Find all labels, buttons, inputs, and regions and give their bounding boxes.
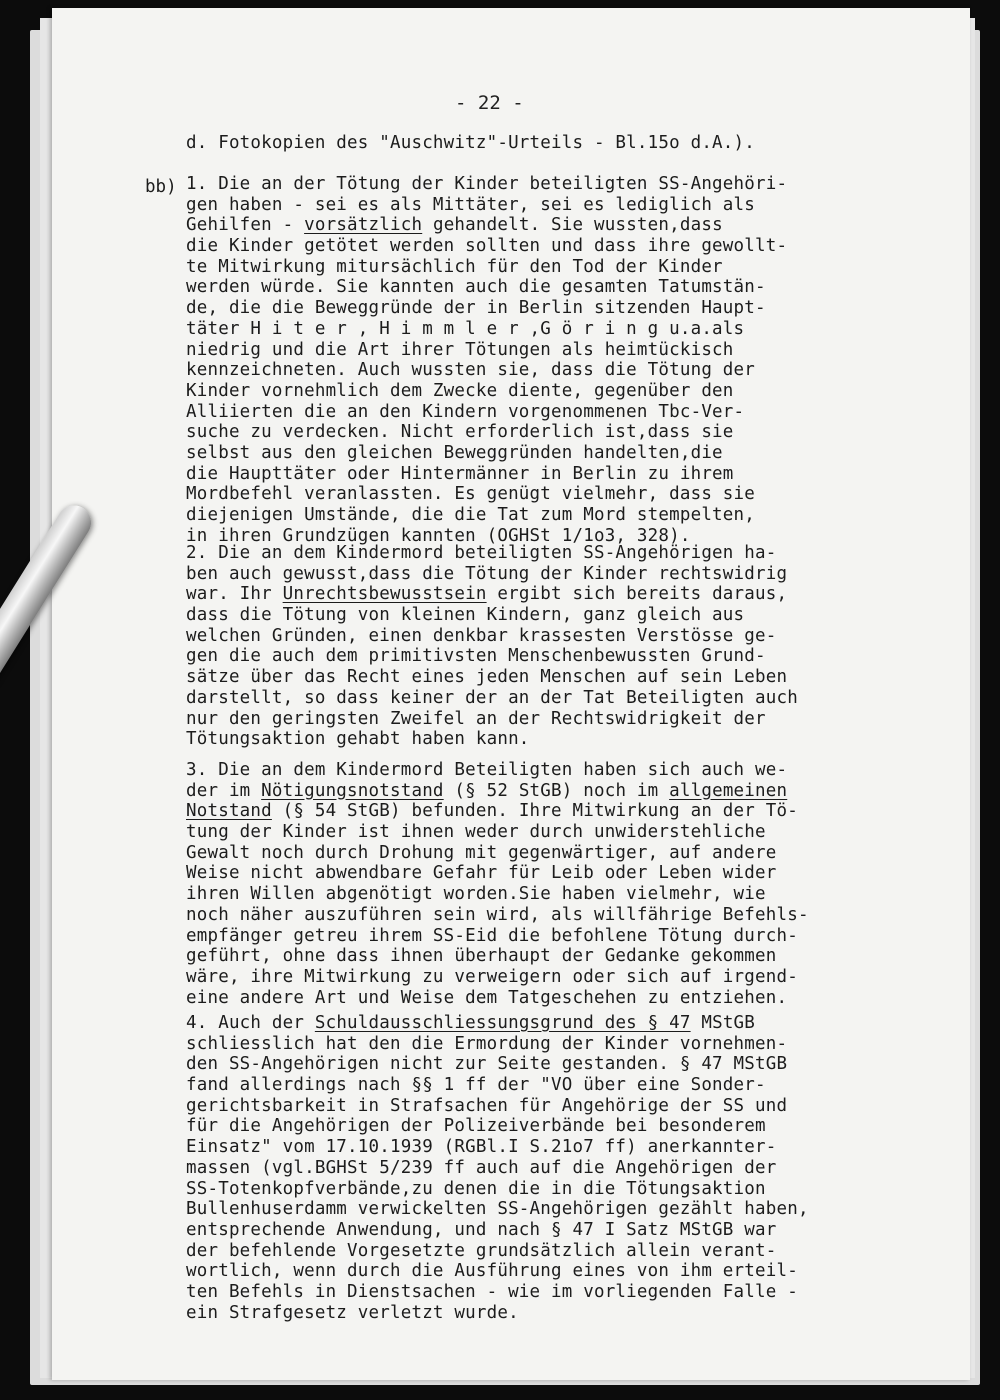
text-segment: MStGB xyxy=(690,1013,756,1033)
text-segment: Gehilfen - xyxy=(186,215,305,236)
text-line xyxy=(186,781,876,802)
text-line: empfänger getreu ihrem SS-Eid die befohlene Tötung durch- xyxy=(186,925,798,946)
page-number: - 22 - xyxy=(455,92,524,114)
text-line: wäre, ihre Mitwirkung zu verweigern oder sich auf irgend- xyxy=(186,966,798,987)
underlined-term: allgemeinen xyxy=(669,780,788,801)
text-line: de, die die Beweggründe der in Berlin sitzenden Haupt- xyxy=(186,298,766,319)
text-line: ihren Willen abgenötigt worden.Sie haben vielmehr, wie xyxy=(186,884,766,905)
text-line: niedrig und die Art ihrer Tötungen als heimtückisch xyxy=(186,339,734,360)
text-line: sätze über das Recht eines jeden Menschen auf sein Leben xyxy=(186,667,788,688)
item-d xyxy=(186,133,876,154)
underlined-term: vorsätzlich xyxy=(304,215,423,236)
text-line: täter H i t e r , H i m m l e r ,G ö r i n g u.a.als xyxy=(186,318,745,339)
text-segment: ergibt sich bereits daraus, xyxy=(486,584,788,605)
underlined-term: Nötigungsnotstand xyxy=(261,780,444,801)
item-d-line: d. Fotokopien des "Auschwitz"-Urteils - Bl.15o d.A.). xyxy=(186,133,756,153)
text-line: die Haupttäter oder Hintermänner in Berlin zu ihrem xyxy=(186,463,734,484)
text-line: werden würde. Sie kannten auch die gesamten Tatumstän- xyxy=(186,277,766,298)
underlined-term: Unrechtsbewusstsein xyxy=(282,584,487,605)
text-line: darstellt, so dass keiner der an der Tat Beteiligten auch xyxy=(186,687,798,708)
text-segment: 4. Auch der xyxy=(186,1013,315,1033)
text-line: Gewalt noch durch Drohung mit gegenwärtiger, auf andere xyxy=(186,842,777,863)
text-line: nur den geringsten Zweifel an der Rechtswidrigkeit der xyxy=(186,708,766,729)
text-line: diejenigen Umstände, die die Tat zum Mord stempelten, xyxy=(186,505,756,525)
text-line: für die Angehörigen der Polizeiverbände bei besonderem xyxy=(186,1116,766,1137)
text-line: dass die Tötung von kleinen Kindern, ganz gleich aus xyxy=(186,605,745,626)
underlined-term: Notstand xyxy=(186,801,272,822)
text-line: in ihren Grundzügen kannten (OGHSt 1/1o3, 328). xyxy=(186,525,691,546)
text-line: geführt, ohne dass ihnen überhaupt der Gedanke gekommen xyxy=(186,946,777,967)
text-line: die Kinder getötet werden sollten und dass ihre gewollt- xyxy=(186,236,788,257)
text-line: entsprechende Anwendung, und nach § 47 I Satz MStGB war xyxy=(186,1219,777,1240)
text-line: gen die auch dem primitivsten Menschenbewussten Grund- xyxy=(186,646,766,667)
text-line: gerichtsbarkeit in Strafsachen für Angehörige der SS und xyxy=(186,1095,788,1116)
text-line: gen haben - sei es als Mittäter, sei es lediglich als xyxy=(186,194,756,215)
text-segment: gehandelt. Sie wussten,dass xyxy=(422,215,723,236)
text-line: 2. Die an dem Kindermord beteiligten SS-Angehörigen ha- xyxy=(186,543,777,563)
text-line: massen (vgl.BGHSt 5/239 ff auch auf die Angehörigen der xyxy=(186,1157,777,1178)
text-line: ben auch gewusst,dass die Tötung der Kinder rechtswidrig xyxy=(186,563,788,584)
text-line: 1. Die an der Tötung der Kinder beteiligten SS-Angehöri- xyxy=(186,174,788,194)
paragraph-2 xyxy=(186,543,876,750)
text-line: suche zu verdecken. Nicht erforderlich ist,dass sie xyxy=(186,422,734,443)
underlined-term: Schuldausschliessungsgrund des § 47 xyxy=(314,1013,691,1033)
text-segment: (§ 52 StGB) noch im xyxy=(443,780,670,801)
text-line: 3. Die an dem Kindermord Beteiligten haben sich auch we- xyxy=(186,760,788,780)
text-line: Mordbefehl veranlassten. Es genügt vielmehr, dass sie xyxy=(186,484,756,505)
text-segment: der im xyxy=(186,780,262,801)
text-line: Weise nicht abwendbare Gefahr für Leib oder Leben wider xyxy=(186,863,777,884)
text-line: der befehlende Vorgesetzte grundsätzlich allein verant- xyxy=(186,1240,777,1261)
text-line: Tötungsaktion gehabt haben kann. xyxy=(186,729,530,750)
text-line: te Mitwirkung mitursächlich für den Tod der Kinder xyxy=(186,256,723,277)
text-line: ten Befehls in Dienstsachen - wie im vorliegenden Falle - xyxy=(186,1281,798,1302)
text-segment: war. Ihr xyxy=(186,584,283,605)
text-line xyxy=(186,215,876,236)
text-line: fand allerdings nach §§ 1 ff der "VO über eine Sonder- xyxy=(186,1075,766,1096)
text-line xyxy=(186,801,876,822)
text-line: SS-Totenkopfverbände,zu denen die in die Tötungsaktion xyxy=(186,1178,766,1199)
text-line: selbst aus den gleichen Beweggründen handelten,die xyxy=(186,442,723,463)
paragraph-4 xyxy=(186,1013,876,1323)
text-line: Kinder vornehmlich dem Zwecke diente, gegenüber den xyxy=(186,380,734,401)
text-line: Bullenhuserdamm verwickelten SS-Angehörigen gezählt haben, xyxy=(186,1199,809,1220)
paragraph-3 xyxy=(186,760,876,1008)
text-line: eine andere Art und Weise dem Tatgeschehen zu entziehen. xyxy=(186,987,788,1008)
paragraph-1 xyxy=(186,174,876,546)
text-line: welchen Gründen, einen denkbar krassesten Verstösse ge- xyxy=(186,625,777,646)
text-line: schliesslich hat den die Ermordung der Kinder vornehmen- xyxy=(186,1033,788,1054)
text-line: tung der Kinder ist ihnen weder durch unwiderstehliche xyxy=(186,822,766,843)
text-line: den SS-Angehörigen nicht zur Seite gestanden. § 47 MStGB xyxy=(186,1054,788,1075)
text-line xyxy=(186,1013,876,1034)
text-line: ein Strafgesetz verletzt wurde. xyxy=(186,1302,519,1323)
text-line: kennzeichneten. Auch wussten sie, dass die Tötung der xyxy=(186,360,756,381)
text-line: Einsatz" vom 17.10.1939 (RGBl.I S.21o7 ff) anerkannter- xyxy=(186,1137,777,1158)
text-line: wortlich, wenn durch die Ausführung eines von ihm erteil- xyxy=(186,1261,798,1282)
text-line: noch näher auszuführen sein wird, als willfährige Befehls- xyxy=(186,904,809,925)
text-segment: (§ 54 StGB) befunden. Ihre Mitwirkung an der Tö- xyxy=(271,801,798,822)
text-line xyxy=(186,584,876,605)
section-marker: bb) xyxy=(145,177,177,197)
text-line: Alliierten die an den Kindern vorgenommenen Tbc-Ver- xyxy=(186,401,745,422)
